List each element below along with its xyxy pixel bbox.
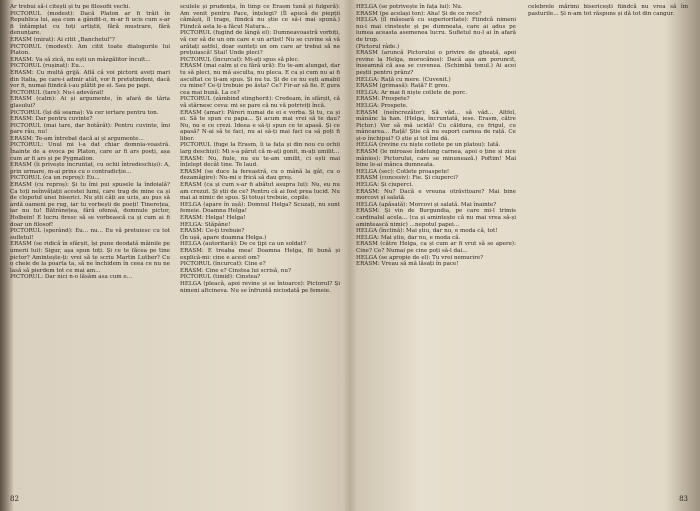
text-paragraph: ERASM (îi privește încruntat, cu ochii întredeschiși): A, prin urmare, m-ai prins cu o contradicție...	[10, 162, 170, 175]
text-paragraph: HELGA (înclină): Mai știu, dar nu, e moda că, tot!	[356, 228, 498, 235]
text-paragraph: ERASM: Dar pentru cuvinte?	[10, 116, 93, 123]
text-paragraph: HELGA: Ar mai fi niște cotlete de porc.	[356, 89, 468, 96]
text-paragraph: PICTORUL (ca un reproș): Eu...	[10, 175, 100, 182]
text-paragraph: HELGA (autoritară): De ce țipi ca un soldat?	[180, 241, 306, 248]
text-paragraph: PICTORUL (fugind de lângă el): Dumneavoastră vorbiți, vă cer să de un om care e un artist! Nu se cuvine să vă arătați astfel, doar sunteți un om care ar trebui să ne prețuiască! Stai! Unde pleci?	[180, 30, 340, 57]
text-paragraph: ERASM (concesiv): Fie. Și ciuperci?	[356, 175, 459, 182]
right-page-number: 83	[679, 495, 688, 503]
text-paragraph: ERASM (către Helga, ca și cum ar fi vrut să se apere): Cine? Ce? Numai pe cine poți să-l dai...	[356, 241, 516, 254]
text-paragraph: PICTORUL (încurcat): Cine e?	[180, 261, 266, 268]
text-paragraph: ERASM (amar): Păreri numai de ei e vorba. Și tu, ca și ei. Să te spun cu papa... Și acum mai vrei să te dau? Nu, nu e ce crezi. Ideea e să-ți spun ce te apasă. Și ce apasă? N-ai să te faci, nu ai să-ți mai faci ca să poți fi liber.	[180, 109, 340, 142]
text-paragraph: ERASM: Va să zică, nu ești un mâzgălitor încult...	[10, 56, 151, 63]
text-paragraph: HELGA: Mai știu, dar nu, e moda că.	[356, 234, 461, 241]
text-paragraph: HELGA (apăsată): Morcovi și salată. Mai înainte?	[356, 201, 497, 208]
text-paragraph: PICTORUL (mai tare, dar hotărât): Pentru cuvinte, îmi pare rău, nu!	[10, 122, 170, 136]
text-paragraph: celebrele mărimi bisericești fiindcă nu vrea să îm pasturile... Și n-am tot răspuns și dă tot din cangur.	[528, 4, 688, 17]
text-paragraph: (Pictorul râde.)	[356, 43, 400, 50]
left-page	[8, 0, 348, 511]
text-paragraph: ERASM: Ce-ți trebuie?	[180, 228, 245, 235]
text-paragraph: PICTORUL (sperând): Eu... nu... Eu vă pretuiesc cu tot sufletul!	[10, 228, 170, 241]
text-paragraph: sculele și prudența, în timp ce Erasm tună și fulgeră): Am venit pentru Pace, înțelegi? (Îl apucă de piepții cămășii, îl trage, fiindcă nu știe ce să-i mai spună.) Fiindcă asta le-a făcut Natura...	[180, 4, 340, 30]
text-paragraph: ERASM: Nu, fiule, nu eu te-am umilit, ci ești mai înțelept decât tine. Te laud.	[180, 155, 340, 169]
text-paragraph: PICTORUL: Dar nici n-o lăsăm asa cum e...	[10, 274, 133, 281]
text-paragraph: ERASM (cu reproș): Și tu îmi pui spusele la îndoială? Ca toți neînvățații acestei lumi, care trag de mine ca și de clopotul unei biserici. Nu știi câți au ucis, au pus să ardă oameni pe rug, iar tu vorbești de poeți! Tinerețea, iar nu tu! Bătrânețea, fără ofensă, domnule pictor, Holbein! E lucru firesc să se vorbească ca și cum ai fi doar un filosof!	[10, 182, 170, 228]
text-paragraph: PICTORUL (tare): Nu-i adevărat!	[10, 89, 104, 96]
text-paragraph: ERASM: Cine e? Cinstea lui scrisă, nu?	[180, 267, 292, 274]
text-paragraph: ERASM (le miroase îndelung carnea, apoi o ține și zice mânios): Pictorului, care se minunează.) Poftim! Mai bine le-ai mânca dumneata.	[356, 149, 516, 169]
text-paragraph: PICTORUL (zâmbind stingherit): Credeam, în sfârșit, că vă stârnesc ceva: mi se pare că nu vă potriviți încă.	[180, 96, 340, 109]
text-paragraph: PICTORUL (modest): Am citit toate dialogurile lui Platon.	[10, 43, 170, 57]
text-paragraph: ERASM: E treaba mea! Doamna Helga, fii bună și explică-mi: cine e acest om?	[180, 247, 340, 261]
text-paragraph: ERASM (mai calm și cu fără ură): Eu te-am alungat, dar tu să pleci, nu mă asculta, nu pleca. E ca și cum nu ai fi ascultat ce ți-am spus. Și nu tu. Și de ce nu ești amabil cu mine? Ce-ți trebuie pe ăsta? Ce? Fir-ar să fie. E gura cea mai bună. La ce?	[180, 63, 340, 96]
left-page-column-1	[10, 4, 170, 281]
text-paragraph: ERASM (neîncrezător): Să văd... să văd... Altfel, mânânc la han. (Helga, încruntată, iese. Erasm, către Pictor.) Vor să mă ucidă! Cu căldura, cu frigul, cu mâncarea... Rață! Știe că nu suport carnea de rață. Ce și-o închipui? O știe și tot îmi dă.	[356, 109, 516, 142]
text-paragraph: ERASM (aruncă Pictorului o privire de gheață, apoi revine la Helga, morocănos): Dacă așa am poruncit, înseamnă că asa se cuvenea. (Schimbă tonul.) Ai acei peștii pentru prânz?	[356, 50, 516, 76]
text-paragraph: ERASM: Helga! Helga!	[180, 215, 246, 221]
right-page-column-2	[528, 4, 688, 17]
text-paragraph: ERASM: Prospete?	[356, 96, 410, 103]
text-paragraph: HELGA (revine cu niște cotlete pe un platou): Iată.	[356, 142, 501, 149]
text-paragraph: ERASM: Cu multă grijă. Află că voi pictorii aveți mari din Italia, pe care-i admir atât, vor fi pretutindeni, dacă vor fi, numai fiindcă i-au plătit pe ei. Sau pe papi.	[10, 69, 170, 90]
text-paragraph: ERASM: Și vin de Burgundia, pe care mi-l trimis cardinalul acela... (ca și amintește că nu mai vrea să-și amintească nimic) ...nepotul papei...	[356, 208, 516, 228]
text-paragraph: (În ușă, apare doamna Helga.)	[180, 234, 267, 241]
text-paragraph: ERASM (se duce la fereastră, cu o mână la gât, cu o dezamăgire): Nu-mi e frică să dau greș.	[180, 168, 340, 182]
text-paragraph: HELGA (sec): Cotlete proaspete!	[356, 168, 450, 175]
text-paragraph: HELGA: Rață cu mere. (Cuvenit.)	[356, 76, 451, 83]
text-paragraph: ERASM (ca și cum s-ar fi abătut asupra lui): Nu, eu nu am crezut. Și știi de ce? Pentru că ai fost prea lucid. Nu mai ai nimic de spus. Și totuși trebuie, copile.	[180, 182, 340, 202]
text-paragraph: HELGA: Prospete.	[356, 102, 408, 109]
text-paragraph: HELGA (apare în ușă): Domnul Helga? Scuzați, nu sunt femeie. Doamna Helga!	[180, 201, 340, 215]
text-paragraph: HELGA (pleacă, apoi revine și se întoarce): Pictorul? Și nimeni altcineva. Nu se înfruntă niciodată pe femeie.	[180, 280, 340, 294]
text-paragraph: PICTORUL (modest): Dacă Platon ar fi trăit în Republica lui, așa cum a gândit-o, m-ar fi ucis cum s-ar fi întâmplat cu toți artiștii, fără mustrare, fără denunțare.	[10, 10, 170, 37]
text-paragraph: ERASM: Te-am întrebat dacă ai și argumente...	[10, 135, 144, 142]
text-paragraph: PICTORUL (fuge la Erasm, îi ia fața și din nou cu ochii larg deschiși): Mi s-a părut că m-ați gonit, m-ați umilit...	[180, 142, 340, 156]
left-page-number: 82	[10, 495, 19, 503]
text-paragraph: PICTORUL (timid): Cinstea?	[180, 274, 261, 281]
text-paragraph: HELGA (îl măsoară cu superioritate): Fiindcă nimeni nu-i mai cinstește și pe dumneata, care ai adus pe lumea aceasta asemenea lucru. Sufletul nu-l ai în afară de trup.	[356, 17, 516, 43]
text-paragraph: PICTORUL (rușinat): Eu...	[10, 63, 85, 70]
text-paragraph: Ar trebui să-i citești și tu pe filosofii vechi.	[10, 4, 131, 10]
right-page	[352, 0, 692, 511]
text-paragraph: HELGA: Și ciuperci.	[356, 182, 414, 189]
text-paragraph: HELGA: Stăpâne!	[180, 221, 231, 228]
text-paragraph: PICTORUL (își dă seama): Va cer iertare pentru ton.	[10, 109, 159, 116]
text-paragraph: ERASM (pe același ton): Aha! Și de ce rece?	[356, 10, 482, 17]
text-paragraph: HELGA (se potrivește în fața lui): Nu.	[356, 4, 463, 10]
text-paragraph: ERASM: Nu? Dacă e vreuna otrăvitoare? Mai bine morcovi și salată.	[356, 188, 516, 202]
text-paragraph: PICTORUL (încurcat): Mi-ați spus să plec.	[180, 56, 300, 63]
text-paragraph: PICTORUL: Unul mi l-a dat chiar domnia-voastră. Înainte de a evoca pe Platon, care ar fi ars poeți, așa cum ar fi ars și pe Pygmalion.	[10, 142, 170, 162]
left-page-column-2	[180, 4, 340, 294]
text-paragraph: ERASM (grimasă): Rață? E greu.	[356, 83, 450, 90]
text-paragraph: ERASM (mirat): Ai citit „Banchetul"?	[10, 36, 115, 43]
text-paragraph: ERASM: Vreau să mă lăsați în pace!	[356, 261, 459, 268]
right-page-column-1	[356, 4, 516, 268]
text-paragraph: HELGA (se apropie de el): Tu vrei nemurire?	[356, 254, 484, 261]
text-paragraph: ERASM (calm): Ai și argumente, în afară de tăria glasului?	[10, 96, 170, 109]
text-paragraph: ERASM (se ridică în sfârșit, își pune deodată mâinile pe umerii lui): Sigur, așa spun toți. Și ce te făcea pe tine pictor? Amintește-ți: vrei să te scriu Martin Luther? Cu o cheie de la poarta ta, să ne închidem în ceea ce nu ne lasă să pierdem tot ce mai am...	[10, 241, 170, 274]
